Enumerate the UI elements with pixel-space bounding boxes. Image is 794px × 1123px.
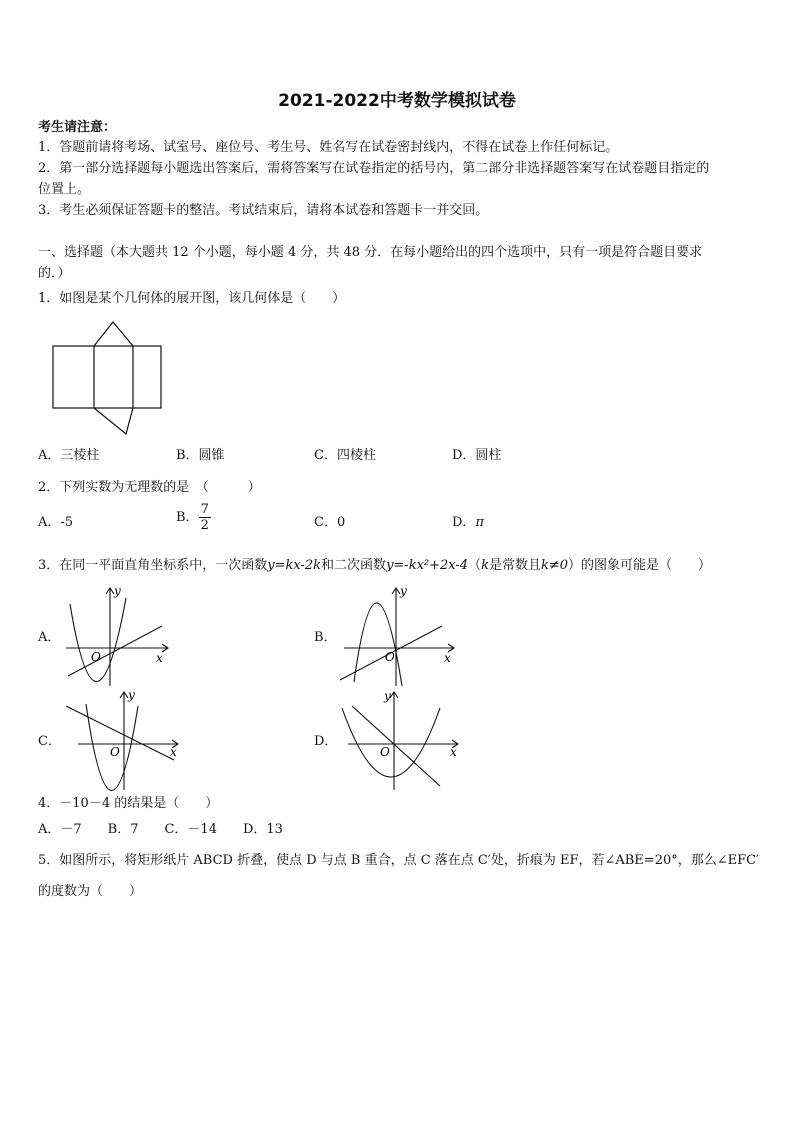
q3-stem-part-3: （ (468, 558, 482, 573)
q3-option-d-label[interactable]: D． (314, 734, 338, 749)
q3-stem-part-1: 3．在同一平面直角坐标系中，一次函数 (38, 558, 268, 573)
q3-graph-a[interactable] (58, 582, 178, 692)
origin-label: O (91, 650, 101, 664)
net-top-triangle (94, 322, 133, 346)
parabola (70, 598, 126, 682)
q4-options[interactable]: A．－7 B．7 C．－14 D．13 (38, 822, 283, 837)
x-axis-label: x (450, 745, 457, 759)
origin-label: O (385, 650, 395, 664)
line (66, 706, 174, 760)
q2-option-b-label: B． (176, 510, 199, 525)
q2-option-d[interactable] (452, 513, 484, 533)
parabola (354, 603, 402, 686)
y-axis-label: y (114, 584, 121, 598)
q3-graph-b[interactable] (336, 582, 461, 692)
section-heading: 一、选择题（本大题共 12 个小题，每小题 4 分，共 48 分．在每小题给出的四个选项中，只有一项是符合题目要求 (38, 245, 703, 260)
pi-symbol: π (475, 515, 484, 530)
origin-label: O (110, 745, 120, 759)
q3-stem-part-5: ）的图象可能是（ ） (568, 558, 712, 573)
q1-option-b[interactable]: B．圆锥 (176, 448, 225, 463)
x-axis-label: x (444, 651, 451, 665)
x-axis-label: x (170, 745, 177, 759)
q3-stem-part-4: 是常数且 (488, 558, 541, 573)
fraction-seven-halves (199, 502, 211, 533)
q3-option-b-label[interactable]: B． (314, 630, 337, 645)
question-5-stem-cont: 的度数为（ ） (38, 884, 143, 899)
linear-function: y=kx-2k (267, 558, 322, 573)
parabola (342, 708, 440, 777)
section-heading-cont: 的．） (38, 266, 71, 281)
q3-stem-part-2: 和二次函数 (321, 558, 387, 573)
y-axis-label: y (128, 688, 135, 702)
q2-option-a[interactable]: A．-5 (38, 515, 74, 530)
notice-item-2: 2．第一部分选择题每小题选出答案后，需将答案写在试卷指定的括号内，第二部分非选择题答案写在试卷题目指定的 (38, 161, 710, 176)
q1-option-d[interactable]: D．圆柱 (452, 448, 502, 463)
q3-option-c-label[interactable]: C． (38, 734, 61, 749)
notice-heading: 考生请注意： (38, 120, 117, 135)
k-variable: k (481, 558, 489, 573)
page-title: 2021-2022中考数学模拟试卷 (278, 91, 516, 111)
y-axis-label: y (384, 689, 391, 703)
q2-option-c[interactable]: C．0 (314, 515, 346, 530)
net-rectangle (53, 346, 161, 408)
q3-option-a-label[interactable]: A． (38, 630, 61, 645)
q1-option-a[interactable]: A．三棱柱 (38, 448, 100, 463)
net-bottom-triangle (94, 408, 133, 434)
notice-item-2-cont: 位置上。 (38, 182, 91, 197)
fraction-numerator: 7 (200, 502, 209, 517)
line (68, 626, 162, 676)
question-5-stem: 5．如图所示，将矩形纸片 ABCD 折叠，使点 D 与点 B 重合，点 C 落在点 C′处，折痕为 EF，若∠ABE=20°，那么∠EFC′ (38, 853, 760, 868)
notice-item-1: 1．答题前请将考场、试室号、座位号、考生号、姓名写在试卷密封线内，不得在试卷上作任何标记。 (38, 140, 619, 155)
prism-net-figure (48, 318, 168, 438)
q2-option-d-label: D． (452, 515, 476, 530)
question-4-stem: 4．－10－4 的结果是（ ） (38, 796, 219, 811)
question-1-stem: 1．如图是某个几何体的展开图，该几何体是（ ） (38, 291, 346, 306)
origin-label: O (380, 745, 390, 759)
q1-option-c[interactable]: C．四棱柱 (314, 448, 376, 463)
quadratic-function: y=-kx²+2x-4 (386, 558, 469, 573)
k-condition: k≠0 (540, 558, 569, 573)
q3-graph-d[interactable] (336, 686, 461, 796)
line (352, 706, 440, 786)
y-axis-label: y (400, 584, 407, 598)
question-2-stem: 2．下列实数为无理数的是 （ ） (38, 480, 261, 495)
x-axis-label: x (156, 651, 163, 665)
fraction-denominator: 2 (200, 518, 209, 533)
q3-graph-c[interactable] (58, 686, 183, 796)
q2-option-b[interactable] (176, 502, 211, 533)
question-3-stem (38, 556, 711, 576)
notice-item-3: 3．考生必须保证答题卡的整洁。考试结束后，请将本试卷和答题卡一并交回。 (38, 203, 489, 218)
